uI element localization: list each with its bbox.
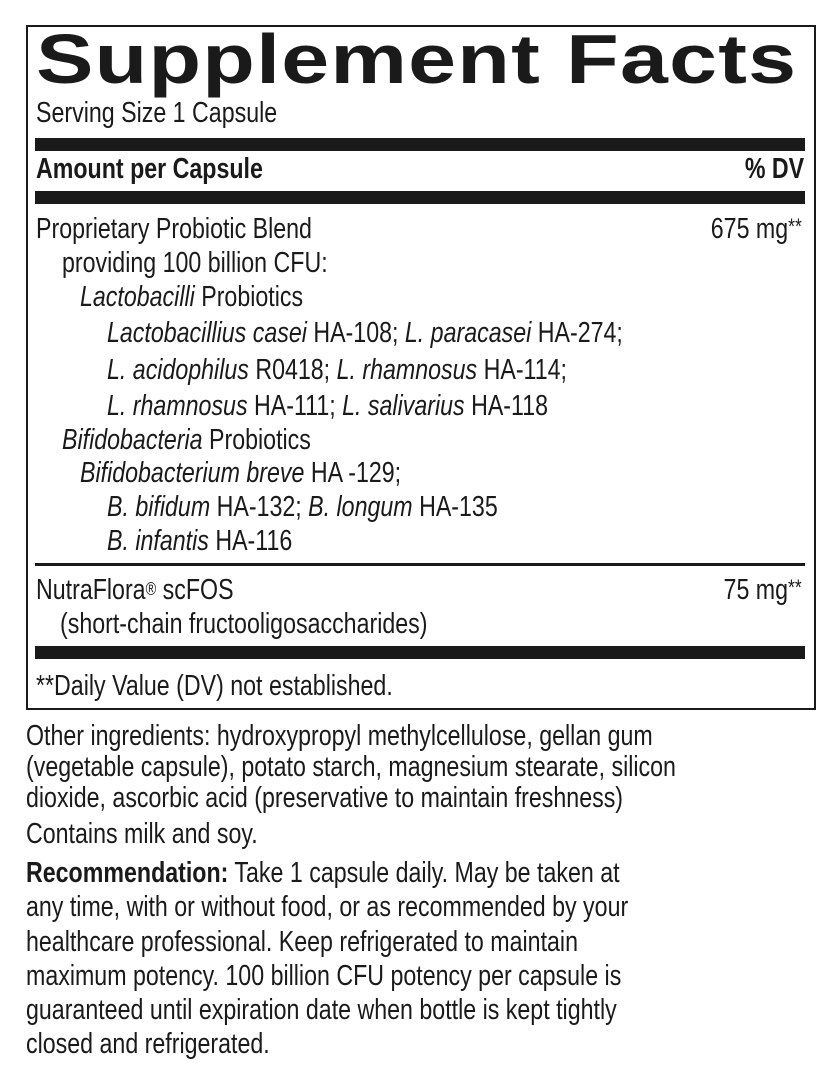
allergen-statement: Contains milk and soy.: [26, 818, 258, 850]
ingredient-name: NutraFlora® scFOS: [36, 574, 234, 606]
ingredient-amount: 675 mg**: [710, 213, 802, 245]
recommendation-line: guaranteed until expiration date when bottle is kept tightly: [26, 994, 617, 1026]
ingredient-subline: providing 100 billion CFU:: [62, 247, 328, 279]
ingredient-name: Proprietary Probiotic Blend: [36, 213, 312, 245]
thick-divider: [35, 646, 805, 659]
dv-footnote: **Daily Value (DV) not established.: [36, 670, 393, 702]
other-ingredients-line: Other ingredients: hydroxypropyl methylcellulose, gellan gum: [26, 720, 653, 752]
other-ingredients-line: (vegetable capsule), potato starch, magnesium stearate, silicon: [26, 751, 676, 783]
recommendation-line: maximum potency. 100 billion CFU potency per capsule is: [26, 960, 622, 992]
strain-line: B. infantis HA-116: [107, 525, 293, 557]
probiotic-group-bifidobacteria: Bifidobacteria Probiotics: [62, 424, 311, 456]
strain-line: B. bifidum HA-132; B. longum HA-135: [107, 491, 498, 523]
strain-line: L. rhamnosus HA-111; L. salivarius HA-118: [107, 390, 549, 422]
thick-divider: [35, 191, 805, 204]
dv-label: % DV: [744, 153, 804, 185]
amount-per-capsule-label: Amount per Capsule: [36, 153, 263, 185]
recommendation-line: any time, with or without food, or as recommended by your: [26, 891, 629, 923]
recommendation-label: Recommendation:: [26, 857, 229, 889]
strain-line: Lactobacillius casei HA-108; L. paracasei HA-274;: [107, 317, 623, 349]
recommendation-line: healthcare professional. Keep refrigerated to maintain: [26, 926, 578, 958]
ingredient-subline: (short-chain fructooligosaccharides): [60, 608, 428, 640]
thin-divider: [35, 563, 805, 566]
serving-size: Serving Size 1 Capsule: [36, 97, 278, 129]
ingredient-amount: 75 mg**: [723, 574, 802, 606]
thick-divider: [35, 138, 805, 151]
probiotic-group-lactobacilli: Lactobacilli Probiotics: [80, 281, 304, 313]
panel-title: Supplement Facts: [36, 20, 798, 98]
other-ingredients-line: dioxide, ascorbic acid (preservative to maintain freshness): [26, 782, 624, 814]
recommendation-line: Recommendation: Take 1 capsule daily. May be taken at: [26, 857, 620, 889]
recommendation-line: closed and refrigerated.: [26, 1028, 270, 1060]
strain-line: Bifidobacterium breve HA -129;: [80, 457, 402, 489]
strain-line: L. acidophilus R0418; L. rhamnosus HA-114;: [107, 354, 567, 386]
